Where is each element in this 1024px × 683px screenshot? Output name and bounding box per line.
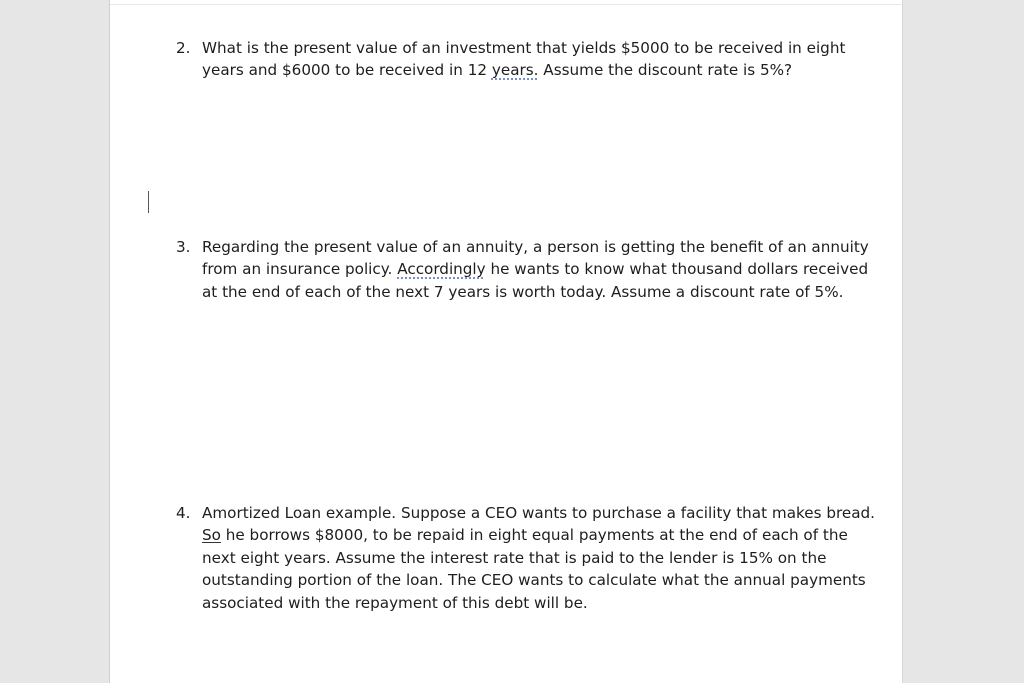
question-number: 4. [176,504,191,522]
text-line: Regarding the present value of an annuity, a person is getting the benefit of an annuity [202,238,869,256]
grammar-flagged-word[interactable]: Accordingly [397,260,486,279]
question-number: 2. [176,39,191,57]
text-line: associated with the repayment of this debt will be. [202,593,588,612]
grammar-flagged-word[interactable]: years. [491,61,539,80]
grammar-flagged-word[interactable]: So [202,526,221,545]
question-2[interactable] [176,37,866,82]
text-run: years and $6000 to be received in 12 [202,61,492,80]
text-line [202,59,866,81]
text-run: from an insurance policy. [202,260,398,279]
text-run: he borrows $8000, to be repaid in eight equal payments at the end of each of the [220,526,848,545]
text-line [202,524,866,546]
page-top-edge [110,0,902,5]
text-line [202,258,869,280]
text-line: at the end of each of the next 7 years is worth today. Assume a discount rate of 5%. [202,282,844,301]
text-run: he wants to know what thousand dollars received [485,260,869,279]
question-text[interactable] [202,236,869,303]
text-line: outstanding portion of the loan. The CEO wants to calculate what the annual payments [202,571,866,590]
question-number: 3. [176,238,191,256]
text-run: Assume the discount rate is 5%? [538,61,793,80]
question-4[interactable] [176,502,876,614]
question-3[interactable] [176,236,869,303]
text-insertion-cursor [148,191,149,213]
question-text[interactable] [202,502,876,614]
text-line: next eight years. Assume the interest rate that is paid to the lender is 15% on the [202,548,827,567]
text-line: Amortized Loan example. Suppose a CEO wants to purchase a facility that makes bread. [202,504,876,522]
text-line: What is the present value of an investment that yields $5000 to be received in eight [202,39,846,57]
question-text[interactable] [202,37,866,82]
